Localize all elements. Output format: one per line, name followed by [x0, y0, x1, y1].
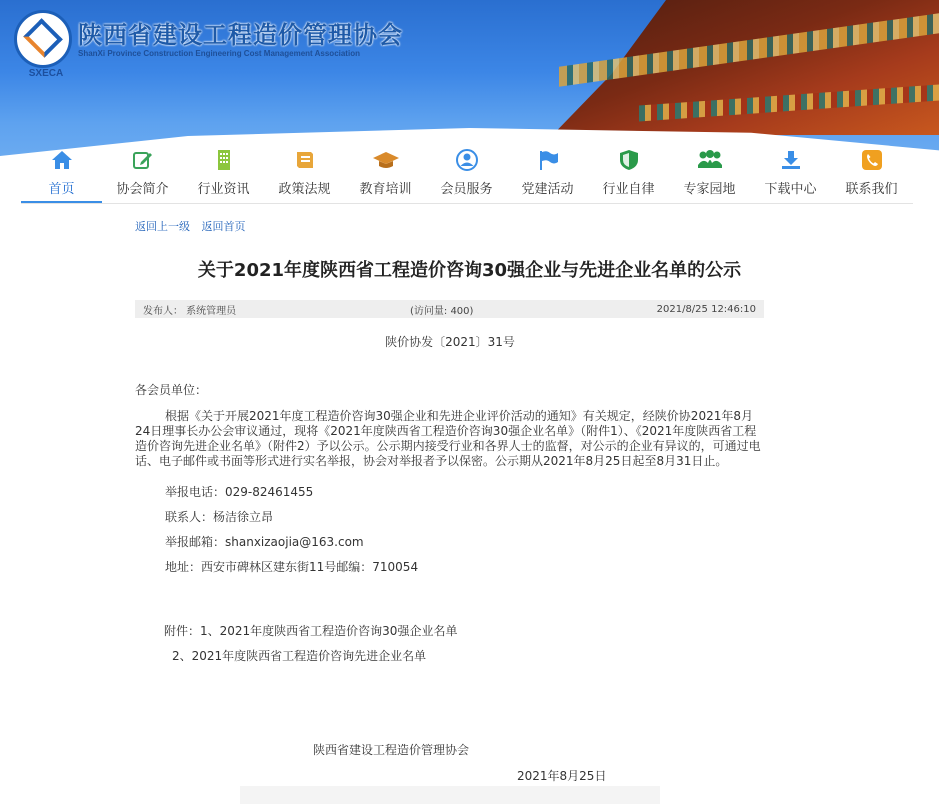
- article-title: 关于2021年度陕西省工程造价咨询30强企业与先进企业名单的公示: [197, 260, 742, 281]
- nav-item-contact[interactable]: [831, 147, 912, 203]
- logo-abbr: SXECA: [28, 68, 64, 79]
- nav-label: 协会简介: [116, 182, 169, 197]
- nav-item-discipline[interactable]: [588, 147, 669, 203]
- nav-label: 专家园地: [683, 182, 736, 197]
- attachment-1: 附件：1、2021年度陕西省工程造价咨询30强企业名单: [164, 624, 458, 638]
- shield-icon: [619, 149, 639, 171]
- signature: 陕西省建设工程造价管理协会: [313, 743, 470, 757]
- breadcrumb-links: [135, 218, 254, 234]
- home-icon: [51, 150, 73, 170]
- graduation-cap-icon: [372, 150, 400, 170]
- nav-item-member[interactable]: [426, 147, 507, 203]
- nav-item-party[interactable]: [507, 147, 588, 203]
- article-body: [135, 381, 765, 580]
- nav-item-home[interactable]: [21, 147, 102, 203]
- report-phone: 举报电话：029-82461455: [165, 485, 314, 499]
- signature-date: 2021年8月25日: [517, 769, 607, 783]
- group-icon: [697, 149, 723, 171]
- footer-fade: [240, 786, 660, 804]
- nav-label: 党建活动: [521, 182, 574, 197]
- nav-divider: [21, 203, 913, 204]
- site-logo[interactable]: [14, 10, 403, 79]
- nav-label: 下载中心: [764, 182, 817, 197]
- building-icon: [213, 149, 235, 171]
- main-nav: [21, 147, 913, 203]
- salutation: 各会员单位：: [135, 383, 208, 397]
- nav-label: 会员服务: [440, 182, 493, 197]
- user-circle-icon: [456, 149, 478, 171]
- nav-item-education[interactable]: [345, 147, 426, 203]
- nav-label: 联系我们: [845, 182, 898, 197]
- logo-emblem-icon: [14, 10, 72, 79]
- article-meta-bar: [135, 300, 764, 318]
- nav-item-news[interactable]: [183, 147, 264, 203]
- back-link[interactable]: 返回上一级: [135, 220, 190, 233]
- contact-person: 联系人：杨洁徐立昂: [165, 510, 274, 524]
- view-count: (访问量: 400): [410, 305, 474, 317]
- site-subtitle: ShanXi Province Construction Engineering Cost Management Association: [78, 48, 360, 58]
- nav-label: 首页: [48, 182, 75, 197]
- site-title: 陕西省建设工程造价管理协会: [78, 20, 403, 49]
- book-icon: [294, 150, 316, 170]
- home-link[interactable]: 返回首页: [201, 220, 246, 233]
- report-email: 举报邮箱：shanxizaojia@163.com: [165, 535, 364, 549]
- article-paragraph: 根据《关于开展2021年度工程造价咨询30强企业和先进企业评价活动的通知》有关规定，经陕价协2021年8月24日理事长办公会审议通过，现将《2021年度陕西省工程造价咨询30强企业名单》（附件1）、《2021年度陕西省工程造价咨询先进企业名单》（附件2）予以公示。公示期内接受行业和各界人士的监督，对公示的企业有异议的，可通过电话、电子邮件或书面等形式进行实名举报，协会对举报者予以保密。公示期从2021年8月25日起至8月31日止。: [135, 409, 761, 468]
- phone-icon: [861, 149, 883, 171]
- nav-label: 行业资讯: [197, 182, 250, 197]
- publish-datetime: 2021/8/25 12:46:10: [656, 303, 756, 315]
- address: 地址：西安市碑林区建东街11号邮编：710054: [165, 560, 419, 574]
- edit-icon: [132, 150, 154, 170]
- nav-label: 政策法规: [278, 182, 331, 197]
- document-number: 陕价协发〔2021〕31号: [385, 335, 515, 349]
- nav-label: 行业自律: [602, 182, 655, 197]
- nav-label: 教育培训: [359, 182, 412, 197]
- nav-item-experts[interactable]: [669, 147, 750, 203]
- attachment-2: 2、2021年度陕西省工程造价咨询先进企业名单: [172, 649, 427, 663]
- publisher: 发布人： 系统管理员: [143, 305, 237, 317]
- download-icon: [780, 149, 802, 171]
- nav-item-download[interactable]: [750, 147, 831, 203]
- flag-icon: [537, 149, 559, 171]
- nav-item-policy[interactable]: [264, 147, 345, 203]
- nav-item-about[interactable]: [102, 147, 183, 203]
